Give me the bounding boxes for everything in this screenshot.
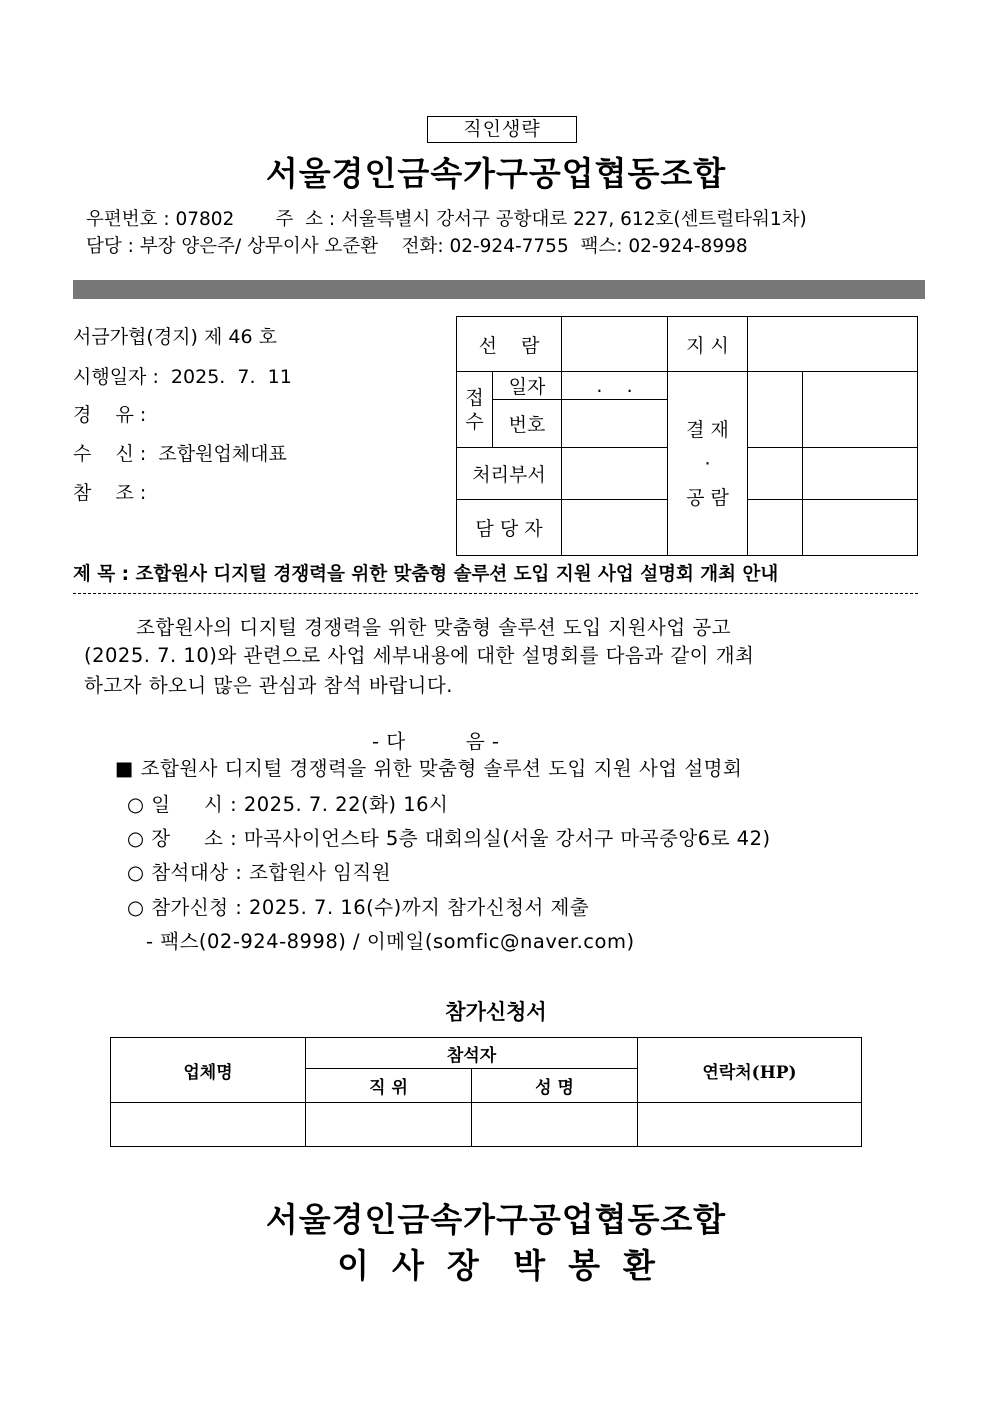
process-dept-cell	[562, 448, 668, 500]
event-datetime: ○ 일 시 : 2025. 7. 22(화) 16시	[127, 793, 449, 816]
company-name-cell[interactable]	[111, 1103, 306, 1147]
receipt-number-label: 번호	[493, 400, 562, 448]
subject-line: 제 목 : 조합원사 디지털 경쟁력을 위한 맞춤형 솔루션 도입 지원 사업 설명회 개최 안내	[73, 564, 779, 585]
approval-sign-cell	[748, 500, 803, 556]
approval-sign-cell	[803, 500, 918, 556]
stamp-omitted-box: 직인생략	[427, 116, 577, 143]
signature-org-name: 서울경인금속가구공업협동조합	[265, 1200, 727, 1239]
application-form-table	[110, 1037, 862, 1147]
approval-table	[456, 316, 918, 556]
name-header: 성 명	[472, 1069, 638, 1103]
event-location: ○ 장 소 : 마곡사이언스타 5층 대회의실(서울 강서구 마곡중앙6로 42)	[127, 827, 771, 850]
approval-sign-cell	[748, 448, 803, 500]
receipt-date-label: 일자	[493, 372, 562, 400]
approval-sign-cell	[748, 372, 803, 448]
address-line: 우편번호 : 07802 주 소 : 서울특별시 강서구 공항대로 227, 612호(센트럴타워1차)	[86, 209, 807, 230]
contact-line: 담당 : 부장 양은주/ 상무이사 오준환 전화: 02-924-7755 팩스: 02-924-8998	[86, 236, 748, 257]
receipt-date-cell: . .	[562, 372, 668, 400]
event-heading: ■ 조합원사 디지털 경쟁력을 위한 맞춤형 솔루션 도입 지원 사업 설명회	[115, 757, 743, 780]
org-title: 서울경인금속가구공업협동조합	[265, 154, 727, 193]
review-label: 선 람	[457, 317, 562, 372]
approval-sign-cell	[803, 372, 918, 448]
approval-sign-cell	[803, 448, 918, 500]
via-field: 경 유 :	[73, 404, 147, 426]
instruction-cell	[748, 317, 918, 372]
signature-chairman: 이 사 장 박 봉 환	[337, 1246, 655, 1285]
event-attendees: ○ 참석대상 : 조합원사 임직원	[127, 861, 392, 884]
process-dept-label: 처리부서	[457, 448, 562, 500]
document-number: 서금가협(경지) 제 46 호	[73, 326, 277, 348]
reference-field: 참 조 :	[73, 482, 147, 504]
receipt-label: 접 수	[457, 372, 493, 448]
name-cell[interactable]	[472, 1103, 638, 1147]
contact-cell[interactable]	[638, 1103, 862, 1147]
receipt-number-cell	[562, 400, 668, 448]
position-cell[interactable]	[306, 1103, 472, 1147]
dagum-heading: - 다 음 -	[372, 730, 500, 753]
person-in-charge-cell	[562, 500, 668, 556]
instruction-label: 지 시	[668, 317, 748, 372]
issue-date: 시행일자 : 2025. 7. 11	[73, 366, 292, 388]
attendee-header: 참석자	[306, 1038, 638, 1069]
body-paragraph-line-2: (2025. 7. 10)와 관련으로 사업 세부내용에 대한 설명회를 다음과 같이 개최	[84, 644, 755, 667]
dashed-separator	[73, 593, 918, 594]
event-application: ○ 참가신청 : 2025. 7. 16(수)까지 참가신청서 제출	[127, 896, 590, 919]
recipient-field: 수 신 : 조합원업체대표	[73, 443, 287, 465]
approval-label: 결 재 · 공 람	[668, 372, 748, 556]
position-header: 직 위	[306, 1069, 472, 1103]
header-divider-bar	[73, 280, 925, 299]
application-form-title: 참가신청서	[445, 999, 547, 1024]
body-paragraph-line-3: 하고자 하오니 많은 관심과 참석 바랍니다.	[84, 674, 453, 697]
body-paragraph-line-1: 조합원사의 디지털 경쟁력을 위한 맞춤형 솔루션 도입 지원사업 공고	[136, 616, 732, 639]
contact-header: 연락처(HP)	[638, 1038, 862, 1103]
event-application-contact: - 팩스(02-924-8998) / 이메일(somfic@naver.com)	[146, 930, 635, 953]
review-cell	[562, 317, 668, 372]
person-in-charge-label: 담 당 자	[457, 500, 562, 556]
company-name-header: 업체명	[111, 1038, 306, 1103]
